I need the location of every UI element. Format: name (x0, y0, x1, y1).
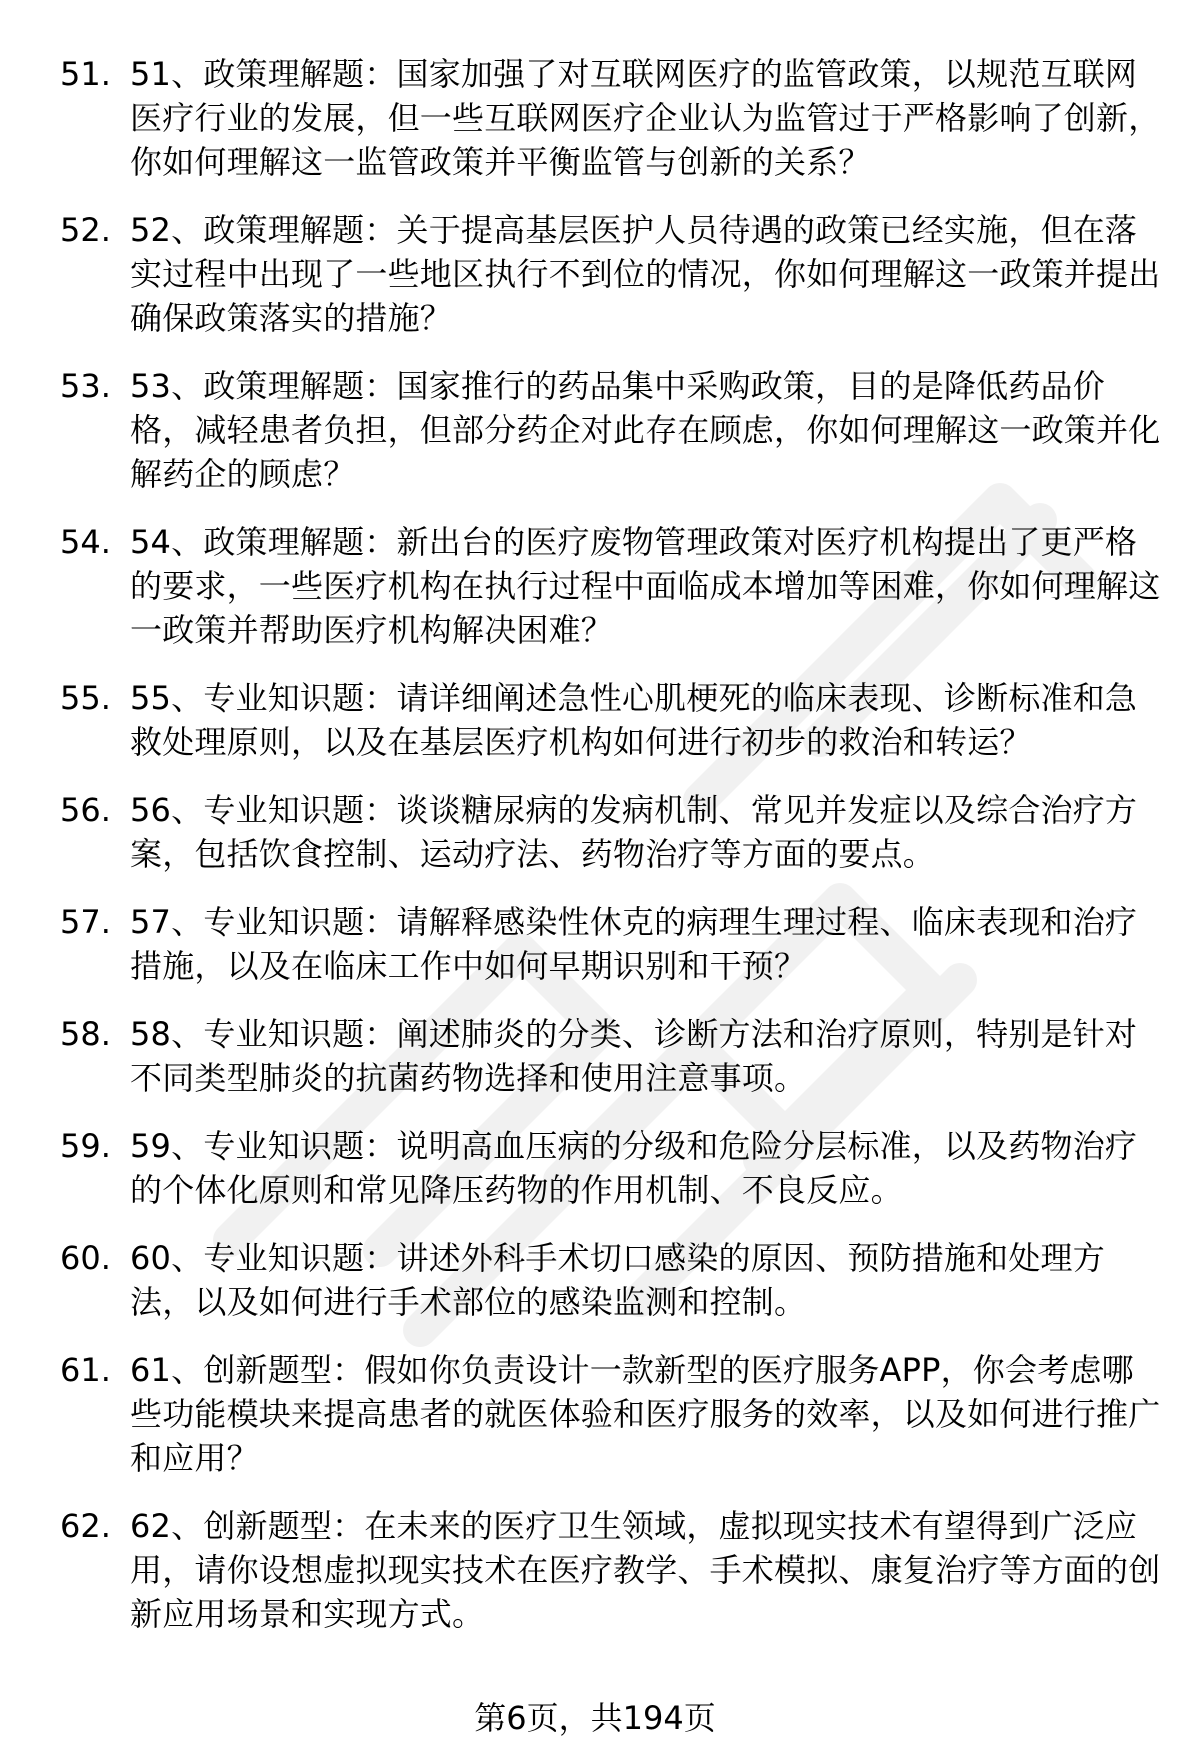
item-text: 61、创新题型：假如你负责设计一款新型的医疗服务APP，你会考虑哪些功能模块来提高患者的就医体验和医疗服务的效率，以及如何进行推广和应用？ (130, 1351, 1161, 1477)
question-list (60, 52, 1170, 1660)
list-item (60, 1012, 1170, 1100)
item-number: 59. (60, 1127, 111, 1165)
item-text: 52、政策理解题：关于提高基层医护人员待遇的政策已经实施，但在落实过程中出现了一些地区执行不到位的情况，你如何理解这一政策并提出确保政策落实的措施？ (130, 211, 1161, 337)
item-number: 52. (60, 211, 111, 249)
item-number: 60. (60, 1239, 111, 1277)
item-number: 62. (60, 1507, 111, 1545)
list-item (60, 676, 1170, 764)
item-number: 51. (60, 55, 111, 93)
list-item (60, 1124, 1170, 1212)
item-text: 62、创新题型：在未来的医疗卫生领域，虚拟现实技术有望得到广泛应用，请你设想虚拟现实技术在医疗教学、手术模拟、康复治疗等方面的创新应用场景和实现方式。 (130, 1507, 1161, 1633)
item-number: 61. (60, 1351, 111, 1389)
list-item (60, 1348, 1170, 1480)
item-text: 54、政策理解题：新出台的医疗废物管理政策对医疗机构提出了更严格的要求，一些医疗机构在执行过程中面临成本增加等困难，你如何理解这一政策并帮助医疗机构解决困难？ (130, 523, 1161, 649)
list-item (60, 208, 1170, 340)
item-number: 53. (60, 367, 111, 405)
item-number: 58. (60, 1015, 111, 1053)
item-number: 57. (60, 903, 111, 941)
list-item (60, 364, 1170, 496)
item-text: 53、政策理解题：国家推行的药品集中采购政策，目的是降低药品价格，减轻患者负担，但部分药企对此存在顾虑，你如何理解这一政策并化解药企的顾虑？ (130, 367, 1161, 493)
list-item (60, 788, 1170, 876)
list-item (60, 900, 1170, 988)
item-text: 55、专业知识题：请详细阐述急性心肌梗死的临床表现、诊断标准和急救处理原则，以及在基层医疗机构如何进行初步的救治和转运？ (130, 679, 1138, 761)
list-item (60, 520, 1170, 652)
item-number: 54. (60, 523, 111, 561)
item-number: 55. (60, 679, 111, 717)
item-text: 59、专业知识题：说明高血压病的分级和危险分层标准，以及药物治疗的个体化原则和常见降压药物的作用机制、不良反应。 (130, 1127, 1138, 1209)
list-item (60, 1504, 1170, 1636)
item-number: 56. (60, 791, 111, 829)
item-text: 58、专业知识题：阐述肺炎的分类、诊断方法和治疗原则，特别是针对不同类型肺炎的抗菌药物选择和使用注意事项。 (130, 1015, 1138, 1097)
list-item (60, 52, 1170, 184)
list-item (60, 1236, 1170, 1324)
page-number: 第6页，共194页 (474, 1699, 716, 1737)
item-text: 51、政策理解题：国家加强了对互联网医疗的监管政策，以规范互联网医疗行业的发展，但一些互联网医疗企业认为监管过于严格影响了创新，你如何理解这一监管政策并平衡监管与创新的关系？ (130, 55, 1161, 181)
item-text: 60、专业知识题：讲述外科手术切口感染的原因、预防措施和处理方法，以及如何进行手术部位的感染监测和控制。 (130, 1239, 1105, 1321)
item-text: 56、专业知识题：谈谈糖尿病的发病机制、常见并发症以及综合治疗方案，包括饮食控制、运动疗法、药物治疗等方面的要点。 (130, 791, 1138, 873)
item-text: 57、专业知识题：请解释感染性休克的病理生理过程、临床表现和治疗措施，以及在临床工作中如何早期识别和干预？ (130, 903, 1138, 985)
